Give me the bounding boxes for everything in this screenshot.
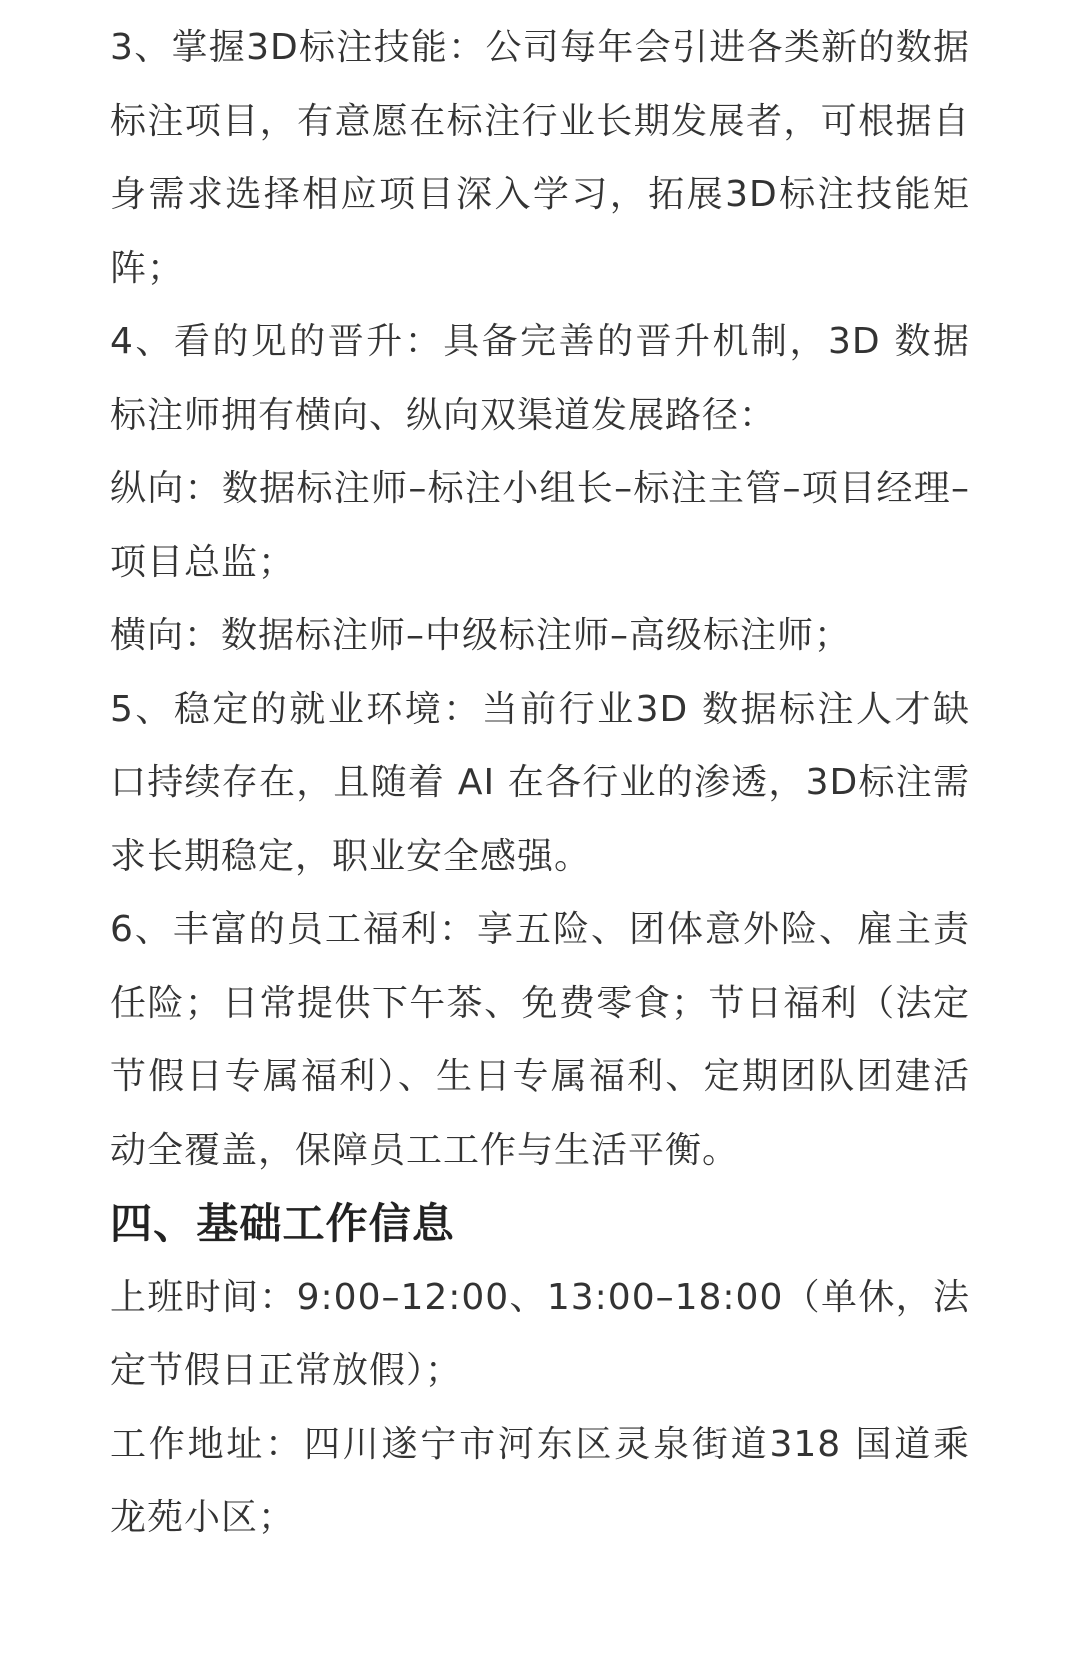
vertical-path-paragraph: 纵向：数据标注师–标注小组长–标注主管–项目经理–项目总监； [110, 468, 970, 583]
section-heading-basic-info: 四、基础工作信息 [110, 1199, 455, 1248]
horizontal-path-paragraph: 横向：数据标注师–中级标注师–高级标注师； [110, 615, 852, 656]
article-body [110, 11, 970, 1555]
benefit-5-paragraph: 5、稳定的就业环境：当前行业3D 数据标注人才缺口持续存在，且随着 AI 在各行业的渗透，3D标注需求长期稳定，职业安全感强。 [110, 688, 970, 877]
benefit-6-paragraph: 6、丰富的员工福利：享五险、团体意外险、雇主责任险；日常提供下午茶、免费零食；节日福利（法定节假日专属福利）、生日专属福利、定期团队团建活动全覆盖，保障员工工作与生活平衡。 [110, 909, 970, 1171]
benefit-3-paragraph: 3、掌握3D标注技能：公司每年会引进各类新的数据标注项目，有意愿在标注行业长期发展者，可根据自身需求选择相应项目深入学习，拓展3D标注技能矩阵； [110, 27, 970, 289]
benefit-4-paragraph: 4、看的见的晋升：具备完善的晋升机制，3D 数据标注师拥有横向、纵向双渠道发展路径： [110, 321, 970, 436]
working-hours-paragraph: 上班时间：9:00–12:00、13:00–18:00（单休，法定节假日正常放假）； [110, 1276, 970, 1391]
work-address-paragraph: 工作地址：四川遂宁市河东区灵泉街道318 国道乘龙苑小区； [110, 1423, 970, 1538]
